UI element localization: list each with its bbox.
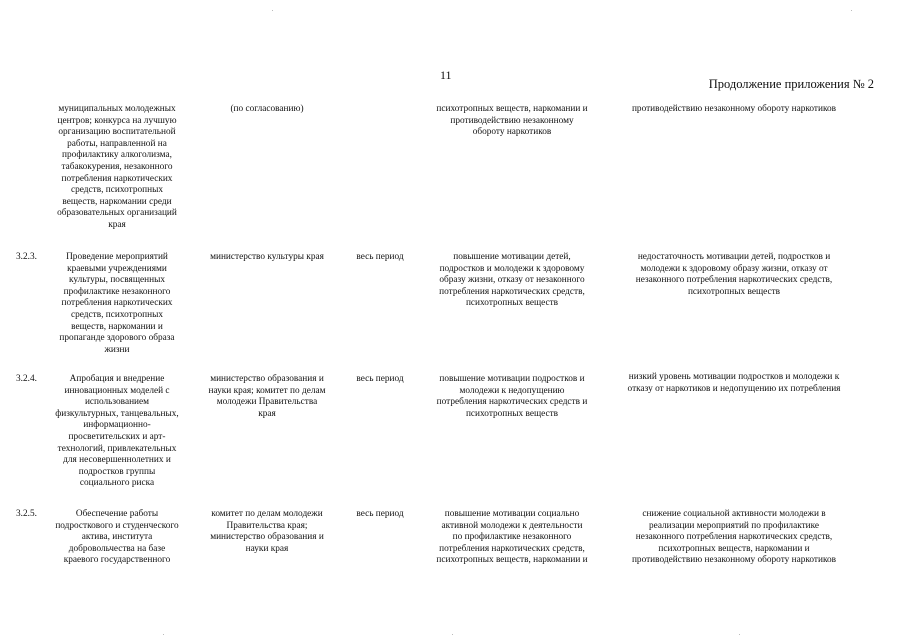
row-term-cell: весь период xyxy=(356,374,404,384)
row-title-cell: Проведение мероприятий краевыми учреждениями культуры, посвященных профилактике незаконного потребления наркотических средств, психотропных веществ, наркомании и пропаганде здорового образа жизни xyxy=(59,252,175,355)
row-risk-cell: недостаточность мотивации детей, подростков и молодежи к здоровому образу жизни, отказу от незаконного потребления наркотических средств, психотропных веществ xyxy=(635,252,833,297)
continuation-responsible-cell: (по согласованию) xyxy=(230,104,304,114)
row-responsible-cell: министерство образования и науки края; комитет по делам молодежи Правительства края xyxy=(208,374,326,419)
page-number: 11 xyxy=(440,68,452,82)
row-number: 3.2.4. xyxy=(16,374,37,384)
row-responsible-cell: комитет по делам молодежи Правительства края; министерство образования и науки края xyxy=(210,509,324,554)
continuation-title-cell: муниципальных молодежных центров; конкурса на лучшую организацию воспитательной работы, направленной на профилактику алкоголизма, табакокурения, незаконного потребления наркотических средств, психотропных веществ, наркомании среди образовательных организаций края xyxy=(57,104,177,230)
row-risk-cell: низкий уровень мотивации подростков и молодежи к отказу от наркотиков и недопущению их потребления xyxy=(627,372,841,394)
row-number: 3.2.3. xyxy=(16,252,37,262)
scan-speck xyxy=(739,634,740,635)
continuation-result-cell: психотропных веществ, наркомании и противодействию незаконному обороту наркотиков xyxy=(436,104,588,138)
row-risk-cell: снижение социальной активности молодежи в реализации мероприятий по профилактике незаконного потребления наркотических средств, психотропных веществ, наркомании и противодействию незаконному обороту наркотиков xyxy=(631,509,837,566)
scan-speck xyxy=(851,10,852,11)
scan-speck xyxy=(452,634,453,635)
row-result-cell: повышение мотивации детей, подростков и молодежи к здоровому образу жизни, отказу от незаконного потребления наркотических средств, психотропных веществ xyxy=(439,252,585,309)
row-title-cell: Апробация и внедрение инновационных моделей с использованием физкультурных, танцевальных, информационно- просветительских и арт- технологий, привлекательных для несовершеннолетних и подростков группы социального риска xyxy=(55,374,179,489)
row-term-cell: весь период xyxy=(356,252,404,262)
row-number: 3.2.5. xyxy=(16,509,37,519)
scan-speck xyxy=(272,10,273,11)
row-term-cell: весь период xyxy=(356,509,404,519)
row-result-cell: повышение мотивации социально активной молодежи к деятельности по профилактике незаконного потребления наркотических средств, психотропных веществ, наркомании и xyxy=(436,509,588,566)
row-title-cell: Обеспечение работы подросткового и студенческого актива, института добровольчества на базе краевого государственного xyxy=(55,509,179,566)
scan-speck xyxy=(163,634,164,635)
row-responsible-cell: министерство культуры края xyxy=(210,252,324,262)
continuation-risk-cell: противодействию незаконному обороту наркотиков xyxy=(631,104,837,114)
appendix-note: Продолжение приложения № 2 xyxy=(708,77,874,91)
row-result-cell: повышение мотивации подростков и молодежи к недопущению потребления наркотических средств и психотропных веществ xyxy=(436,374,588,419)
